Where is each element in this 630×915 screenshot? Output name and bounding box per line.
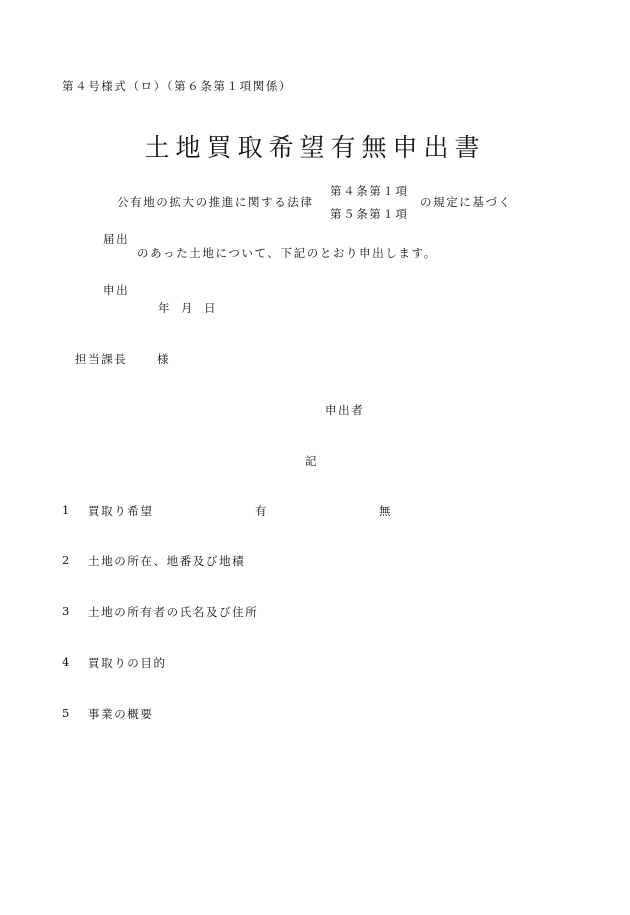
date-year-label: 年 <box>158 301 172 315</box>
purchase-option-no: 無 <box>379 504 393 518</box>
addressee-honorific: 様 <box>157 352 171 366</box>
section-heading: 記 <box>305 454 319 468</box>
law-reference-lead: 公有地の拡大の推進に関する法律 <box>117 195 314 209</box>
date-day-label: 日 <box>204 301 218 315</box>
item-label-purchase-request: 買取り希望 <box>88 504 154 518</box>
item-label-project-overview: 事業の概要 <box>88 707 154 721</box>
law-article-option-a: 第４条第１項 <box>330 184 409 198</box>
notice-type-option-a: 届出 <box>103 232 130 246</box>
item-number: 3 <box>62 604 71 618</box>
law-reference-tail: の規定に基づく <box>420 195 512 209</box>
item-label-owner: 土地の所有者の氏名及び住所 <box>88 605 259 619</box>
notice-statement: のあった土地について、下記のとおり申出します。 <box>137 246 437 260</box>
applicant-label: 申出者 <box>325 403 365 417</box>
form-number: 第４号様式（ロ）（第６条第１項関係） <box>62 79 293 93</box>
item-number: 1 <box>62 503 71 517</box>
item-number: 2 <box>62 553 71 567</box>
notice-type-option-b: 申出 <box>103 283 130 297</box>
document-title: 土地買取希望有無申出書 <box>144 133 486 162</box>
addressee-title: 担当課長 <box>75 352 128 366</box>
law-article-option-b: 第５条第１項 <box>330 207 409 221</box>
item-number: 4 <box>62 655 71 669</box>
item-label-purpose: 買取りの目的 <box>88 656 167 670</box>
item-label-land-location: 土地の所在、地番及び地積 <box>88 554 246 568</box>
item-number: 5 <box>62 706 71 720</box>
purchase-option-yes: 有 <box>255 504 269 518</box>
date-month-label: 月 <box>181 301 195 315</box>
